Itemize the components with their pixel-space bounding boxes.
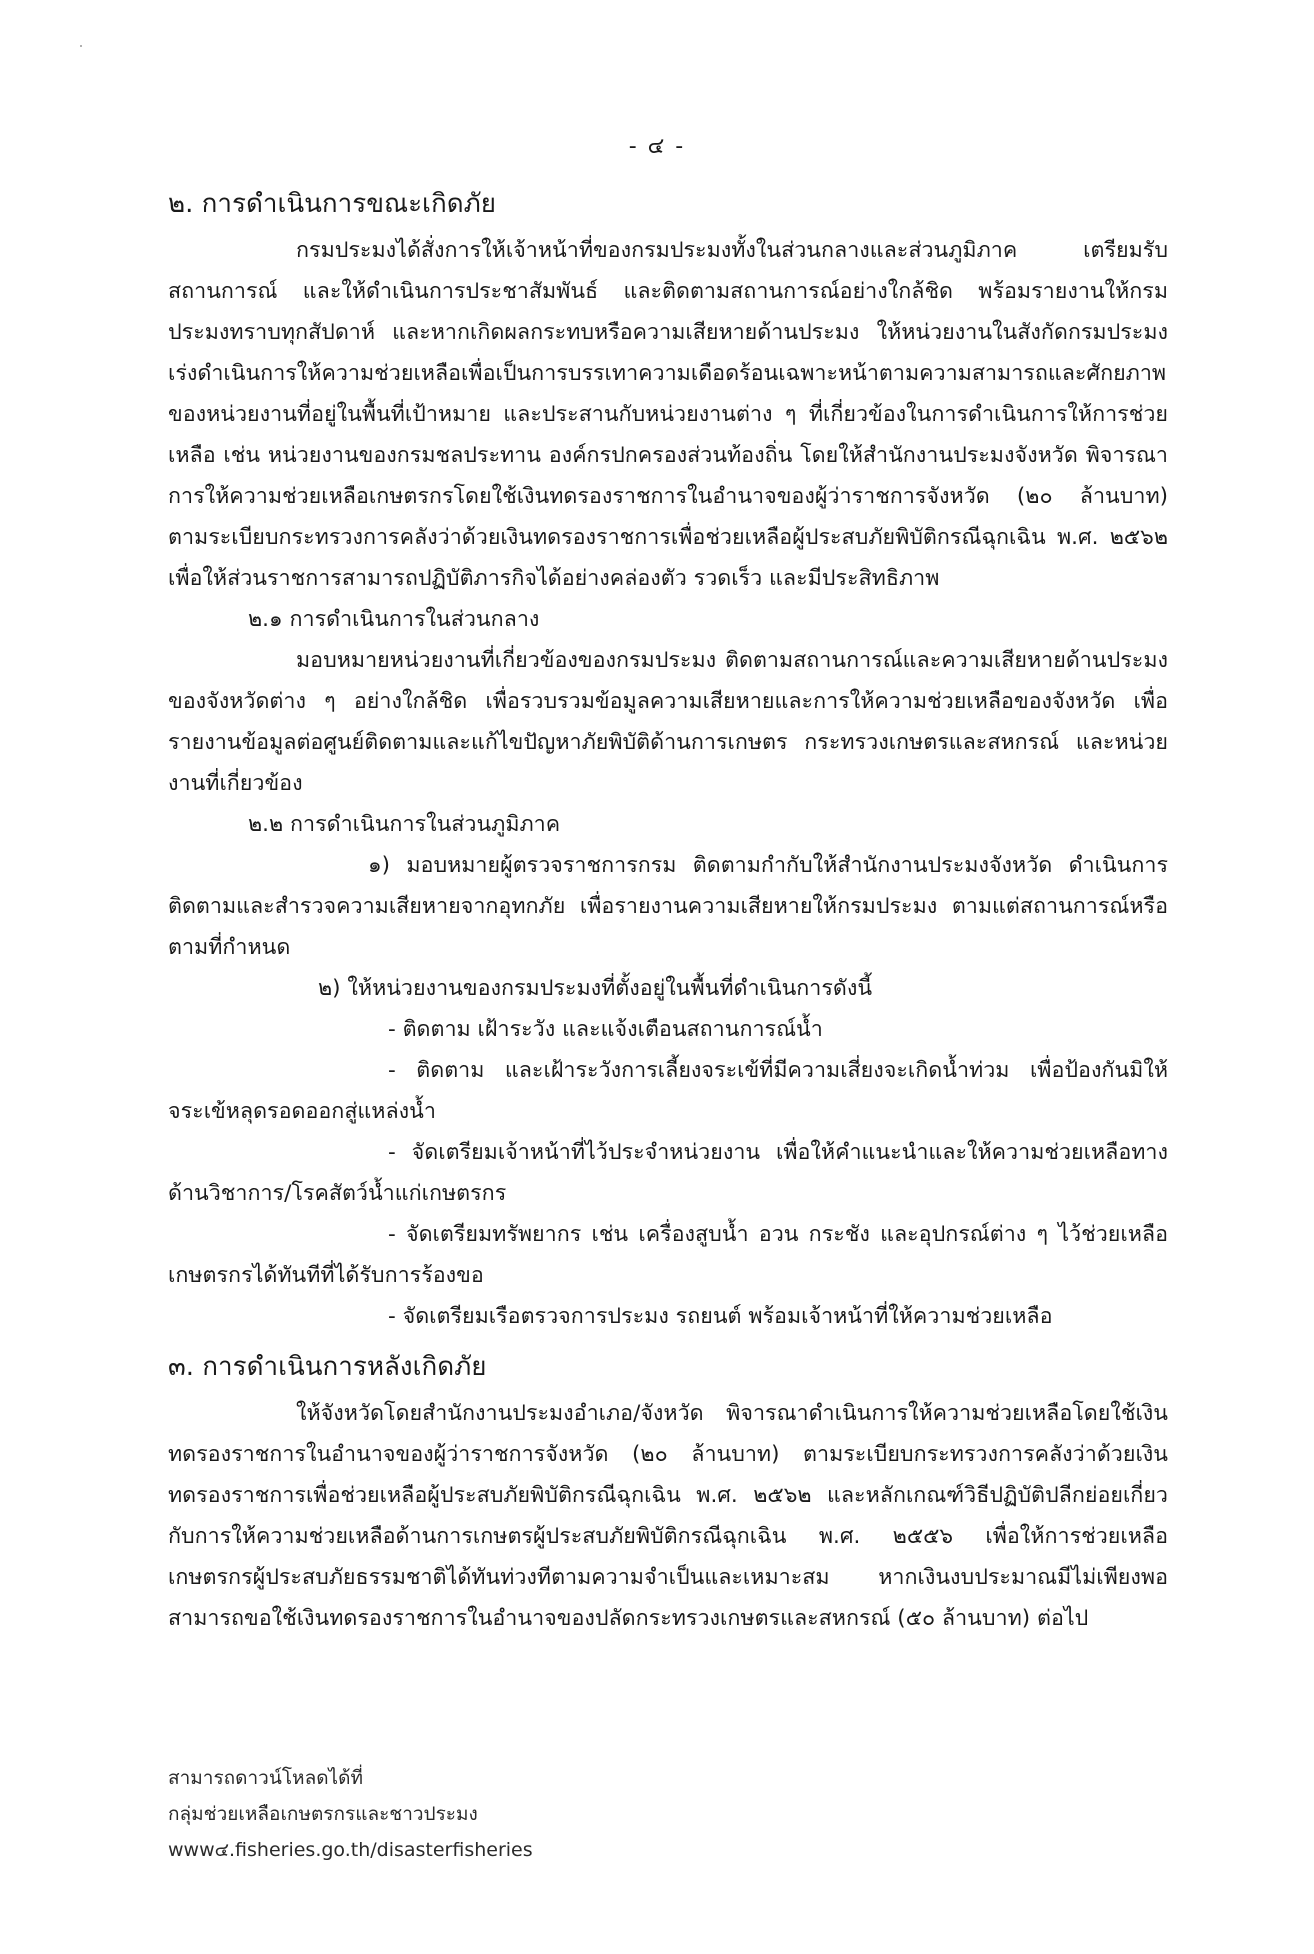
bullet-item: - ติดตาม เฝ้าระวัง และแจ้งเตือนสถานการณ์น้ำ	[388, 1017, 823, 1042]
footer-division-name: กลุ่มช่วยเหลือเกษตรกรและชาวประมง	[168, 1803, 478, 1825]
section-2-2-item-2: ๒) ให้หน่วยงานของกรมประมงที่ตั้งอยู่ในพื้นที่ดำเนินการดังนี้	[318, 976, 873, 1001]
bullet-item: - ติดตาม และเฝ้าระวังการเลี้ยงจระเข้ที่มีความเสี่ยงจะเกิดน้ำท่วม เพื่อป้องกันมิให้จระเข้หลุดรอดออกสู่แหล่งน้ำ	[168, 1058, 1168, 1124]
section-2-1-heading: ๒.๑ การดำเนินการในส่วนกลาง	[248, 607, 540, 632]
bullet-item: - จัดเตรียมเรือตรวจการประมง รถยนต์ พร้อมเจ้าหน้าที่ให้ความช่วยเหลือ	[388, 1304, 1053, 1329]
bullet-item: - จัดเตรียมทรัพยากร เช่น เครื่องสูบน้ำ อวน กระชัง และอุปกรณ์ต่าง ๆ ไว้ช่วยเหลือเกษตรกรได้ทันทีที่ได้รับการร้องขอ	[168, 1222, 1168, 1288]
section-2-1-text: มอบหมายหน่วยงานที่เกี่ยวข้องของกรมประมง ติดตามสถานการณ์และความเสียหายด้านประมงของจังหวัดต่าง ๆ อย่างใกล้ชิด เพื่อรวบรวมข้อมูลความเสียหายและการให้ความช่วยเหลือของจังหวัด เพื่อรายงานข้อมูลต่อศูนย์ติดตามและแก้ไขปัญหาภัยพิบัติด้านการเกษตร กระทรวงเกษตรและสหกรณ์ และหน่วยงานที่เกี่ยวข้อง	[168, 648, 1168, 796]
scan-speck	[80, 45, 82, 47]
download-footer	[168, 1760, 533, 1868]
page-number: - ๔ -	[628, 134, 686, 159]
section-3-text: ให้จังหวัดโดยสำนักงานประมงอำเภอ/จังหวัด พิจารณาดำเนินการให้ความช่วยเหลือโดยใช้เงินทดรองราชการในอำนาจของผู้ว่าราชการจังหวัด (๒๐ ล้านบาท) ตามระเบียบกระทรวงการคลังว่าด้วยเงินทดรองราชการเพื่อช่วยเหลือผู้ประสบภัยพิบัติกรณีฉุกเฉิน พ.ศ. ๒๕๖๒ และหลักเกณฑ์วิธีปฏิบัติปลีกย่อยเกี่ยวกับการให้ความช่วยเหลือด้านการเกษตรผู้ประสบภัยพิบัติกรณีฉุกเฉิน พ.ศ. ๒๕๕๖ เพื่อให้การช่วยเหลือเกษตรกรผู้ประสบภัยธรรมชาติได้ทันท่วงทีตามความจำเป็นและเหมาะสม หากเงินงบประมาณมีไม่เพียงพอสามารถขอใช้เงินทดรองราชการในอำนาจของปลัดกระทรวงเกษตรและสหกรณ์ (๕๐ ล้านบาท) ต่อไป	[168, 1401, 1168, 1631]
footer-url: www๔.fisheries.go.th/disasterfisheries	[168, 1839, 533, 1861]
footer-download-note: สามารถดาวน์โหลดได้ที่	[168, 1767, 363, 1789]
bullet-item: - จัดเตรียมเจ้าหน้าที่ไว้ประจำหน่วยงาน เพื่อให้คำแนะนำและให้ความช่วยเหลือทางด้านวิชาการ/โรคสัตว์น้ำแก่เกษตรกร	[168, 1140, 1168, 1206]
section-2-heading: ๒. การดำเนินการขณะเกิดภัย	[168, 189, 496, 219]
section-2-2-heading: ๒.๒ การดำเนินการในส่วนภูมิภาค	[248, 812, 561, 837]
section-2-intro: กรมประมงได้สั่งการให้เจ้าหน้าที่ของกรมประมงทั้งในส่วนกลางและส่วนภูมิภาค เตรียมรับสถานการณ์ และให้ดำเนินการประชาสัมพันธ์ และติดตามสถานการณ์อย่างใกล้ชิด พร้อมรายงานให้กรมประมงทราบทุกสัปดาห์ และหากเกิดผลกระทบหรือความเสียหายด้านประมง ให้หน่วยงานในสังกัดกรมประมงเร่งดำเนินการให้ความช่วยเหลือเพื่อเป็นการบรรเทาความเดือดร้อนเฉพาะหน้าตามความสามารถและศักยภาพของหน่วยงานที่อยู่ในพื้นที่เป้าหมาย และประสานกับหน่วยงานต่าง ๆ ที่เกี่ยวข้องในการดำเนินการให้การช่วยเหลือ เช่น หน่วยงานของกรมชลประทาน องค์กรปกครองส่วนท้องถิ่น โดยให้สำนักงานประมงจังหวัด พิจารณาการให้ความช่วยเหลือเกษตรกรโดยใช้เงินทดรองราชการในอำนาจของผู้ว่าราชการจังหวัด (๒๐ ล้านบาท) ตามระเบียบกระทรวงการคลังว่าด้วยเงินทดรองราชการเพื่อช่วยเหลือผู้ประสบภัยพิบัติกรณีฉุกเฉิน พ.ศ. ๒๕๖๒ เพื่อให้ส่วนราชการสามารถปฏิบัติภารกิจได้อย่างคล่องตัว รวดเร็ว และมีประสิทธิภาพ	[168, 238, 1168, 591]
document-body	[168, 178, 1168, 1639]
section-3-heading: ๓. การดำเนินการหลังเกิดภัย	[168, 1352, 487, 1382]
section-2-2-item-1: ๑) มอบหมายผู้ตรวจราชการกรม ติดตามกำกับให้สำนักงานประมงจังหวัด ดำเนินการติดตามและสำรวจความเสียหายจากอุทกภัย เพื่อรายงานความเสียหายให้กรมประมง ตามแต่สถานการณ์หรือตามที่กำหนด	[168, 853, 1168, 960]
